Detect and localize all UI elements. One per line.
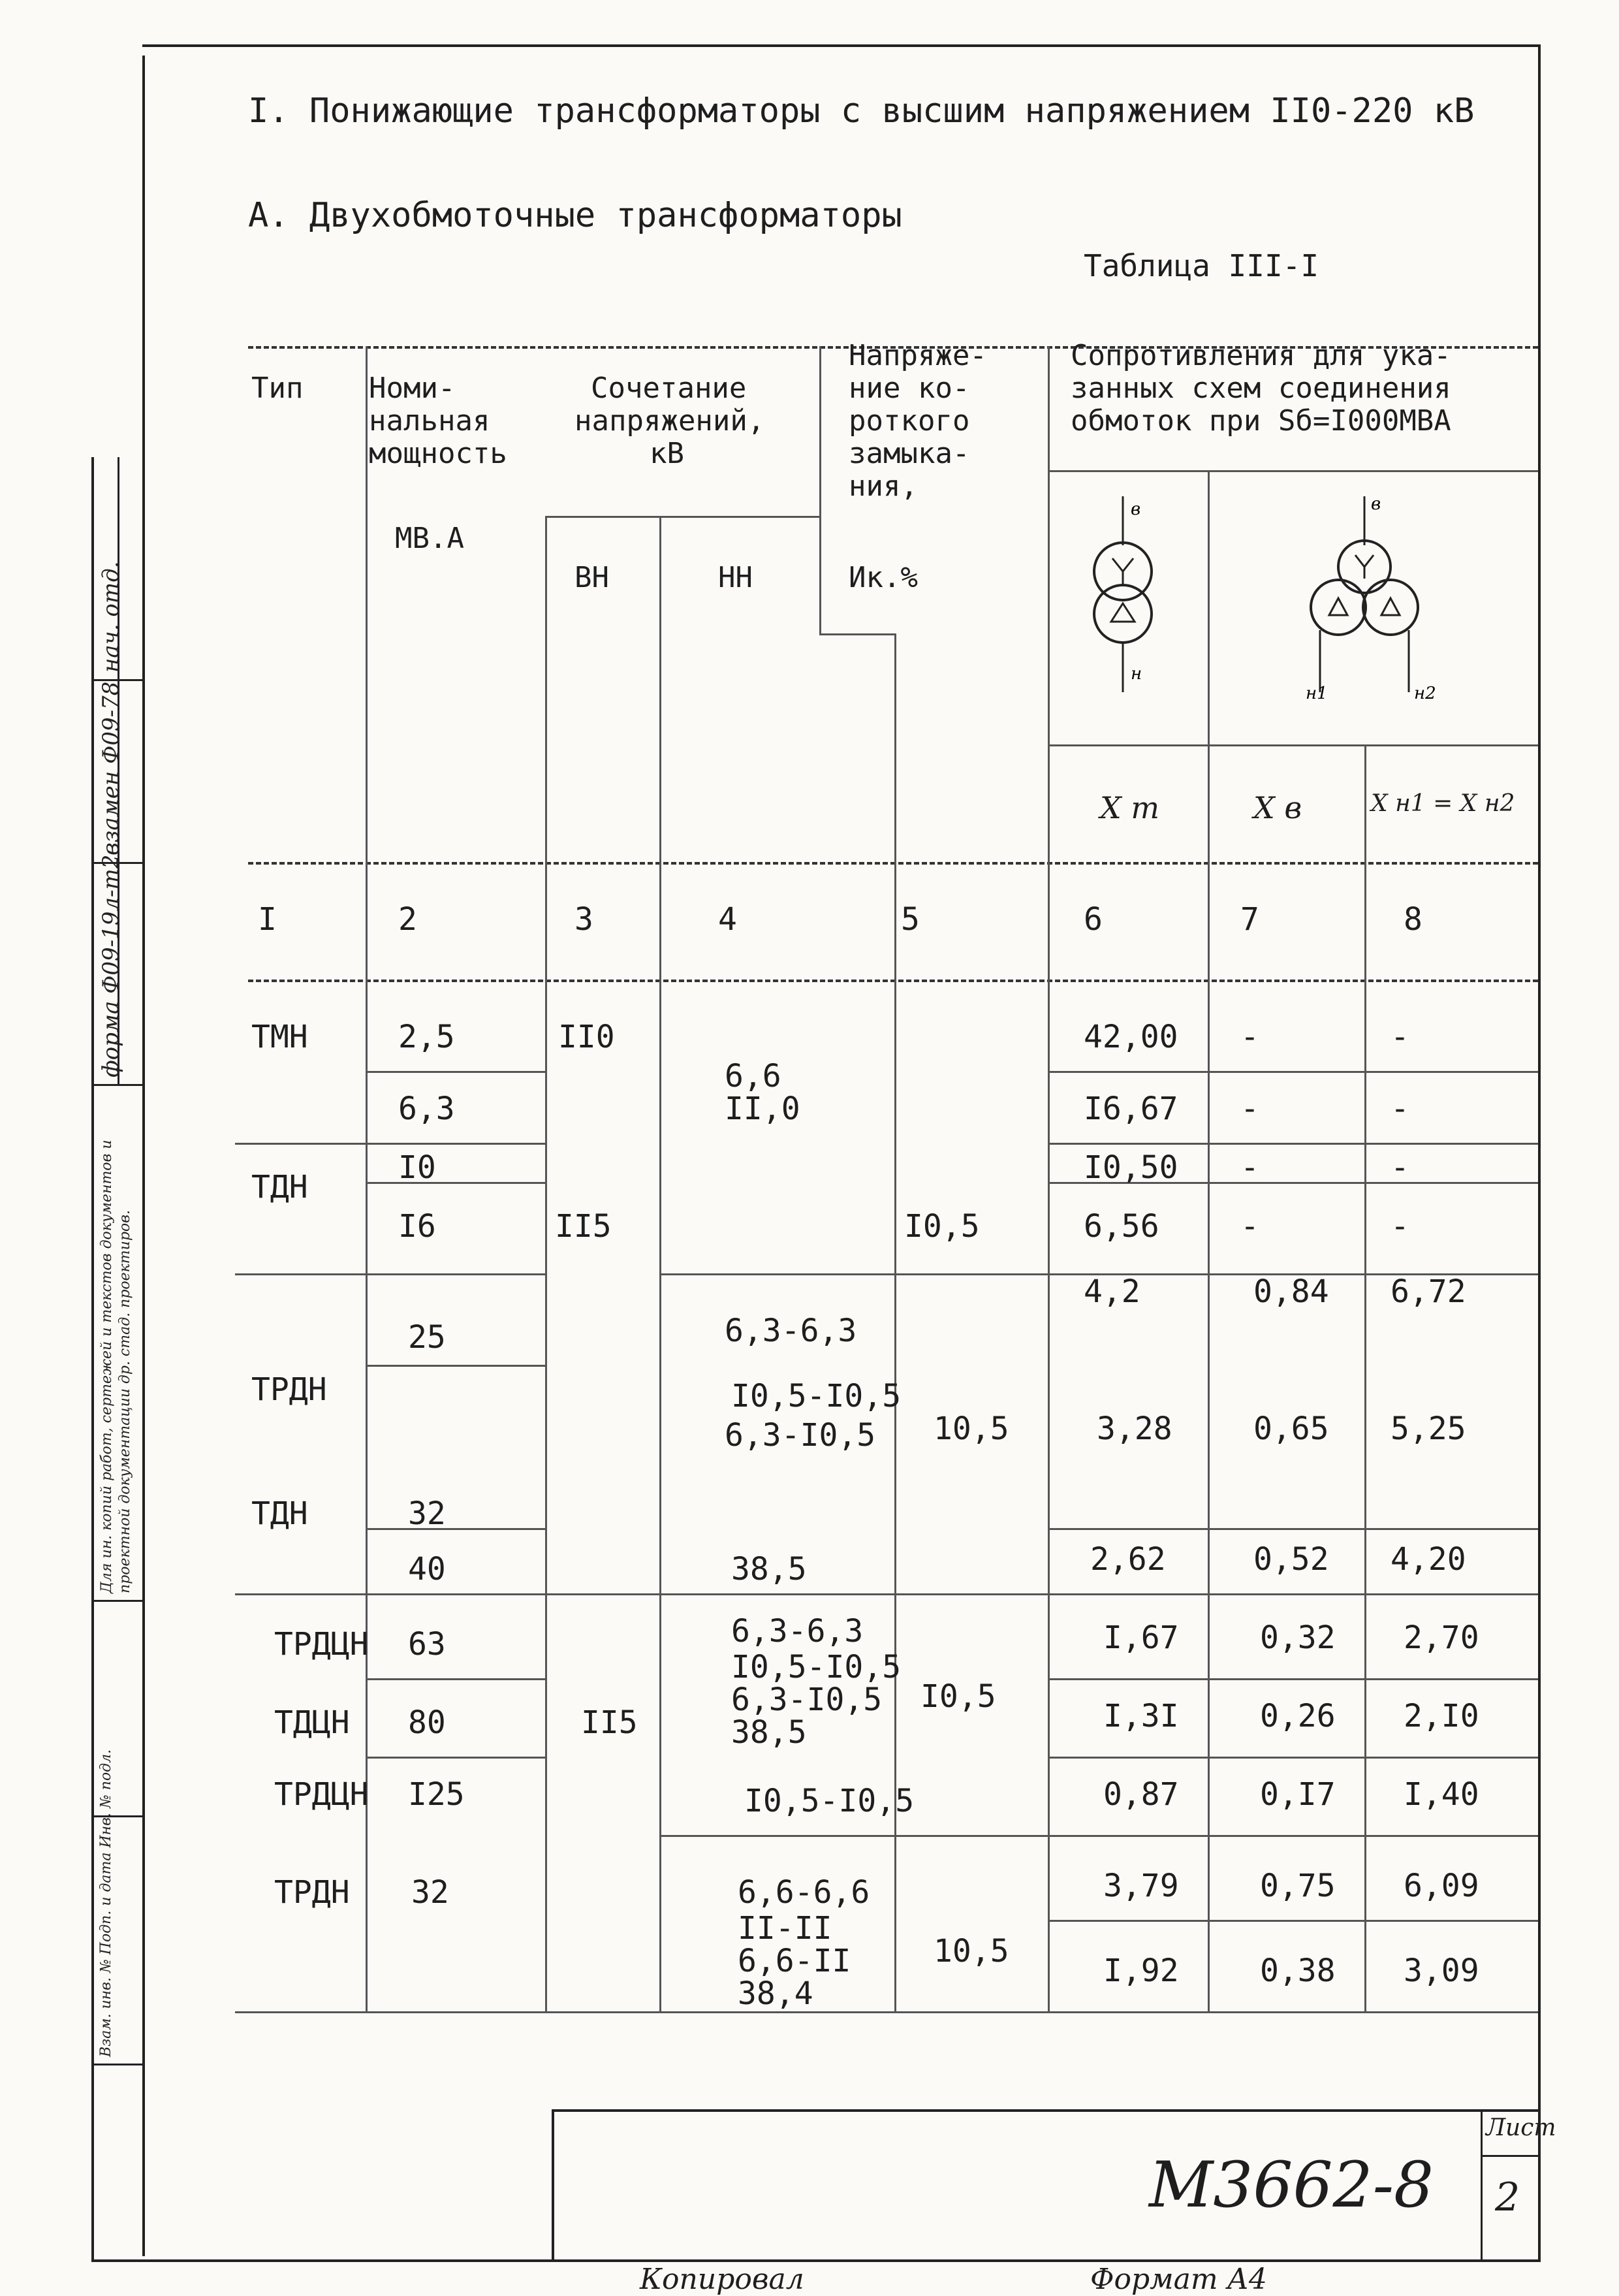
header-voltage-l3: кВ	[650, 437, 684, 470]
type-cell: ТДН	[251, 1169, 308, 1205]
footer-format: Формат А4	[1090, 2263, 1267, 2296]
header-sub-line	[1048, 744, 1538, 746]
uk-cell: 10,5	[934, 1933, 1009, 1969]
row-line	[1048, 1071, 1538, 1073]
table-bottom-line	[235, 2011, 1538, 2013]
row-line	[366, 1071, 545, 1073]
type-cell: ТМН	[251, 1019, 308, 1055]
row-line	[366, 1678, 545, 1680]
nn-cell: II,0	[725, 1091, 800, 1127]
col-number: 4	[718, 901, 737, 938]
footer-copied: Копировал	[640, 2263, 804, 2296]
header-power-unit: МВ.А	[395, 522, 464, 555]
power-cell: I0	[398, 1149, 436, 1186]
header-uk-l4: замыка-	[849, 437, 970, 470]
nn-cell: 6,3-I0,5	[731, 1682, 883, 1718]
row-line	[659, 1835, 1538, 1837]
header-power-l2: нальная	[369, 404, 490, 438]
xt-cell: I,67	[1103, 1619, 1179, 1656]
col-number: 3	[574, 901, 593, 938]
type-cell: ТДЦН	[274, 1704, 350, 1741]
xt-cell: 4,2	[1084, 1273, 1140, 1310]
xn-cell: -	[1391, 1091, 1409, 1127]
type-cell: ТРДЦН	[274, 1776, 369, 1813]
header-sub-line	[1048, 470, 1538, 472]
row-line	[1048, 1528, 1538, 1530]
sheet-box-divider	[1481, 2155, 1538, 2157]
xn-cell: -	[1391, 1208, 1409, 1245]
power-cell: 32	[411, 1874, 449, 1911]
nn-cell: 6,6-II	[738, 1943, 851, 1979]
nn-cell: 6,3-I0,5	[725, 1417, 876, 1454]
nn-cell: II-II	[738, 1910, 832, 1947]
side-stamp-field-3: форма Ф09-19л-т2	[98, 854, 124, 1077]
side-stamp-field-2: взамен Ф09-78	[98, 681, 124, 855]
nn-cell: 6,3-6,3	[725, 1313, 857, 1349]
header-uk-l1: Напряже-	[849, 339, 987, 372]
nn-cell: 38,5	[731, 1714, 807, 1751]
xn-cell: 6,72	[1391, 1273, 1466, 1310]
xt-cell: 3,79	[1103, 1868, 1179, 1904]
xn-cell: -	[1391, 1149, 1409, 1186]
row-line	[235, 1593, 1538, 1595]
col-number: 5	[901, 901, 920, 938]
xv-cell: -	[1240, 1019, 1259, 1055]
xn-cell: I,40	[1404, 1776, 1479, 1813]
header-uk-l3: роткого	[849, 404, 970, 438]
header-resist-l2: занных схем соединения	[1071, 372, 1451, 405]
col-number: I	[258, 901, 277, 938]
xt-cell: 42,00	[1084, 1019, 1178, 1055]
frame-right-border	[1538, 44, 1541, 2262]
header-xv: X в	[1253, 790, 1302, 825]
col-divider	[545, 516, 547, 2011]
side-stamp-field-4: Для ин. копий работ, сертежей и текстов документов и проектной документации др. стад. проектиров.	[99, 1140, 133, 1593]
diag1-bottom-label: н	[1131, 664, 1142, 684]
row-line	[366, 1182, 545, 1184]
uk-cell: I0,5	[920, 1678, 996, 1715]
nn-cell: 6,6	[725, 1058, 781, 1094]
power-cell: 6,3	[398, 1091, 455, 1127]
header-resist-l1: Сопротивления для ука-	[1071, 339, 1451, 372]
row-line	[366, 1528, 545, 1530]
page-title: I. Понижающие трансформаторы с высшим напряжением II0-220 кВ	[248, 91, 1475, 131]
header-vn: ВН	[574, 561, 609, 594]
side-stamp-divider	[91, 1600, 142, 1602]
col-number: 7	[1240, 901, 1259, 938]
two-winding-diagram-icon	[1071, 483, 1201, 731]
xt-cell: I,3I	[1103, 1698, 1179, 1734]
nn-cell: I0,5-I0,5	[744, 1783, 915, 1819]
power-cell: 40	[408, 1551, 446, 1587]
type-cell: ТРДН	[274, 1874, 350, 1911]
nn-cell: I0,5-I0,5	[731, 1649, 902, 1685]
xv-cell: -	[1240, 1149, 1259, 1186]
row-line	[235, 1273, 545, 1275]
header-uk-l5: ния,	[849, 470, 918, 503]
xn-cell: 3,09	[1404, 1953, 1479, 1989]
diag2-left-label: н1	[1306, 684, 1328, 703]
xn-cell: 4,20	[1391, 1541, 1466, 1578]
power-cell: 80	[408, 1704, 446, 1741]
xv-cell: 0,65	[1253, 1411, 1329, 1447]
xt-cell: 6,56	[1084, 1208, 1159, 1245]
header-nn: НН	[718, 561, 753, 594]
diag1-top-label: в	[1131, 500, 1141, 519]
header-sub-line	[545, 516, 819, 518]
power-cell: I25	[408, 1776, 465, 1813]
col-number: 8	[1404, 901, 1423, 938]
nn-cell: 6,6-6,6	[738, 1874, 870, 1911]
header-voltage-l1: Сочетание	[591, 372, 747, 405]
nn-cell: 6,3-6,3	[731, 1613, 864, 1650]
xn-cell: -	[1391, 1019, 1409, 1055]
row-line	[1048, 1757, 1538, 1759]
uk-cell: I0,5	[904, 1208, 980, 1245]
frame-top-border	[142, 44, 1541, 47]
row-line	[235, 1143, 545, 1145]
diag2-top-label: в	[1371, 494, 1381, 514]
xt-cell: I6,67	[1084, 1091, 1178, 1127]
table-header-dashed-line	[248, 862, 1538, 865]
power-cell: 32	[408, 1495, 446, 1532]
uk-cell: 10,5	[934, 1411, 1009, 1447]
xt-cell: 3,28	[1097, 1411, 1172, 1447]
col-divider	[1364, 744, 1366, 2011]
header-power-l1: Номи-	[369, 372, 456, 405]
xn-cell: 5,25	[1391, 1411, 1466, 1447]
header-type: Тип	[251, 372, 304, 405]
xv-cell: 0,I7	[1260, 1776, 1336, 1813]
xt-cell: I0,50	[1084, 1149, 1178, 1186]
vn-cell: II5	[555, 1208, 612, 1245]
row-line	[366, 1757, 545, 1759]
split-winding-diagram-icon	[1266, 483, 1501, 731]
xv-cell: 0,32	[1260, 1619, 1336, 1656]
side-stamp-divider	[91, 2064, 142, 2065]
table-numbers-dashed-line	[248, 980, 1538, 982]
side-stamp-divider	[91, 679, 142, 681]
xv-cell: -	[1240, 1091, 1259, 1127]
side-stamp-column-labels: Взам. инв. № Подп. и дата Инв. № подл.	[98, 1749, 114, 2057]
xv-cell: 0,75	[1260, 1868, 1336, 1904]
row-line	[1048, 1920, 1538, 1922]
document-number: М3662-8	[1149, 2148, 1434, 2222]
type-cell: ТРДН	[251, 1371, 327, 1408]
vn-cell: II0	[558, 1019, 615, 1055]
header-uk-l2: ние ко-	[849, 372, 970, 405]
header-power-l3: мощность	[369, 437, 507, 470]
nn-cell: I0,5-I0,5	[731, 1378, 902, 1414]
xt-cell: I,92	[1103, 1953, 1179, 1989]
header-resist-l3: обмоток при Sб=I000МВА	[1071, 404, 1451, 438]
power-cell: 25	[408, 1319, 446, 1356]
xv-cell: -	[1240, 1208, 1259, 1245]
xv-cell: 0,52	[1253, 1541, 1329, 1578]
sheet-number: 2	[1495, 2175, 1520, 2220]
row-line	[366, 1365, 545, 1367]
header-uk-l6: Ик.%	[849, 561, 918, 594]
xn-cell: 6,09	[1404, 1868, 1479, 1904]
power-cell: I6	[398, 1208, 436, 1245]
type-cell: ТРДЦН	[274, 1626, 369, 1663]
power-cell: 63	[408, 1626, 446, 1663]
col-divider	[659, 516, 661, 2011]
xv-cell: 0,84	[1253, 1273, 1329, 1310]
header-xt: X т	[1100, 790, 1159, 825]
col-number: 2	[398, 901, 417, 938]
diag2-right-label: н2	[1414, 684, 1436, 703]
section-subtitle: А. Двухобмоточные трансформаторы	[248, 196, 902, 235]
xv-cell: 0,26	[1260, 1698, 1336, 1734]
side-stamp-field-1: нач. отд.	[98, 561, 124, 673]
col-divider	[819, 346, 821, 633]
xn-cell: 2,I0	[1404, 1698, 1479, 1734]
nn-cell: 38,4	[738, 1975, 813, 2012]
type-cell: ТДН	[251, 1495, 308, 1532]
nn-cell: 38,5	[731, 1551, 807, 1587]
row-line	[1048, 1143, 1538, 1145]
xv-cell: 0,38	[1260, 1953, 1336, 1989]
col-divider	[366, 346, 368, 2011]
sheet-label: Лист	[1486, 2114, 1556, 2141]
row-line	[1048, 1678, 1538, 1680]
header-sub-line	[819, 633, 894, 635]
col-divider	[1208, 470, 1210, 2011]
xn-cell: 2,70	[1404, 1619, 1479, 1656]
header-xn: X н1 = X н2	[1371, 790, 1515, 817]
table-reference: Таблица III-I	[1084, 248, 1319, 283]
vn-cell: II5	[581, 1704, 638, 1741]
header-voltage-l2: напряжений,	[574, 404, 765, 438]
xt-cell: 0,87	[1103, 1776, 1179, 1813]
power-cell: 2,5	[398, 1019, 455, 1055]
xt-cell: 2,62	[1090, 1541, 1166, 1578]
col-divider	[1048, 346, 1050, 2011]
col-number: 6	[1084, 901, 1103, 938]
